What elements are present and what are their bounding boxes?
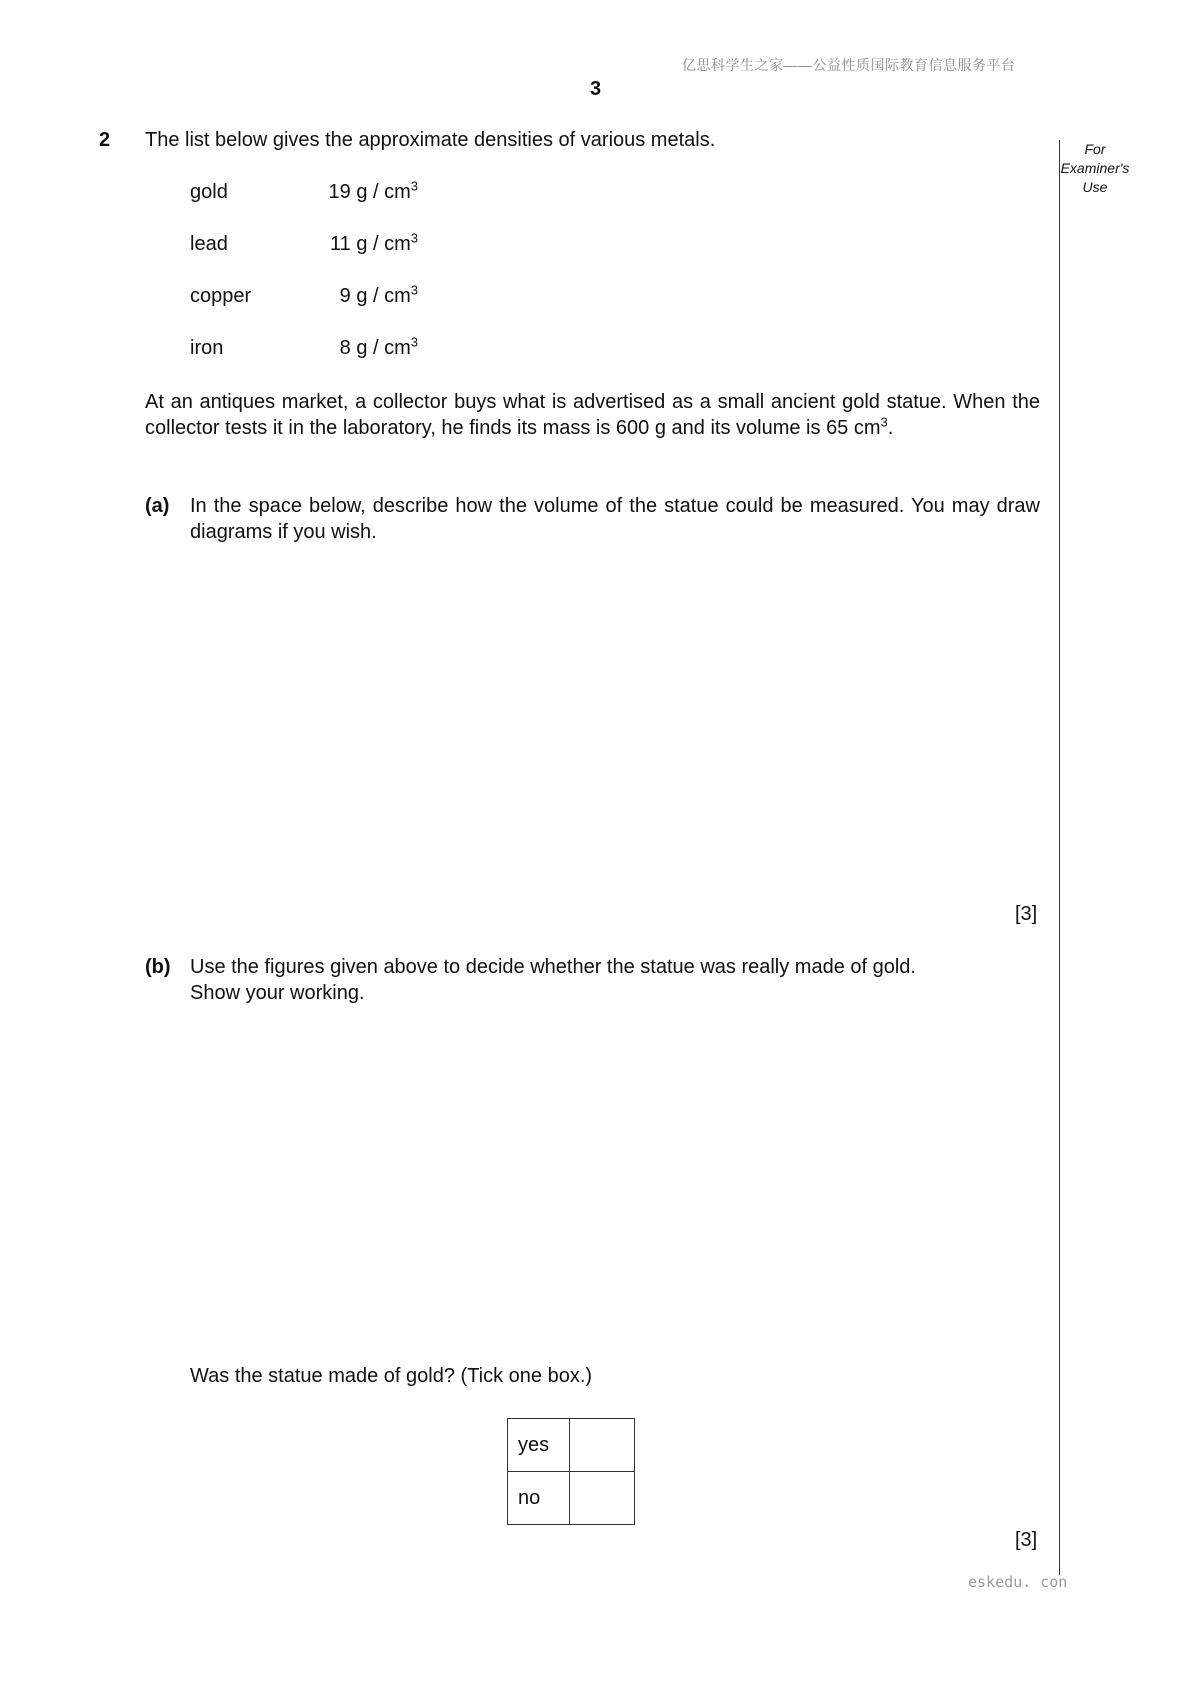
examiner-margin-line [1059,140,1060,1575]
metal-density-copper [300,283,418,309]
watermark-header: 亿思科学生之家——公益性质国际教育信息服务平台 [682,57,1016,73]
density-unit: g / cm [356,285,411,307]
part-b-label: (b) [145,956,171,978]
density-exponent: 3 [410,334,418,350]
tick-box-table [507,1418,635,1525]
metal-name-copper: copper [190,285,252,307]
density-exponent: 3 [410,282,418,298]
density-unit: g / cm [356,233,411,255]
metal-name-lead: lead [190,233,228,255]
option-yes-box[interactable] [570,1419,635,1472]
question-intro: The list below gives the approximate densities of various metals. [145,129,716,151]
scenario-end: . [887,417,894,439]
examiner-use-line3: Use [1082,179,1108,195]
density-unit: g / cm [356,337,411,359]
examiner-use-line1: For [1084,141,1106,157]
density-value: 19 [328,181,351,203]
option-yes-label: yes [508,1419,570,1472]
part-b-line2: Show your working. [190,982,365,1004]
scenario-volume: 65 cm [826,417,881,439]
part-a-answer-space[interactable] [145,560,1040,890]
metal-density-lead [300,231,418,257]
metal-density-iron [300,335,418,361]
scenario-paragraph [145,389,1040,441]
density-value: 11 [329,233,351,255]
option-no-label: no [508,1472,570,1525]
page-number: 3 [590,78,602,100]
part-b-working-space[interactable] [145,1020,1040,1340]
table-row [508,1419,635,1472]
scenario-exponent: 3 [880,414,888,430]
part-a-label: (a) [145,495,170,517]
footer-site: eskedu. con [968,1573,1068,1591]
part-b-marks: [3] [1015,1529,1038,1551]
density-exponent: 3 [410,178,418,194]
option-no-box[interactable] [570,1472,635,1525]
examiner-use-label [1050,140,1140,197]
question-number: 2 [99,129,111,151]
scenario-text: At an antiques market, a collector buys what is advertised as a small ancient gold statue. When the collector tests it in the laboratory, he finds its mass is 600 g and its volume is [145,391,1040,439]
density-value: 8 [339,337,351,359]
table-row [508,1472,635,1525]
metal-name-iron: iron [190,337,224,359]
metal-density-gold [300,179,418,205]
density-unit: g / cm [356,181,411,203]
metal-name-gold: gold [190,181,228,203]
part-b-line1: Use the figures given above to decide whether the statue was really made of gold. [190,956,916,978]
examiner-use-line2: Examiner's [1060,160,1130,176]
density-exponent: 3 [410,230,418,246]
part-b-prompt: Was the statue made of gold? (Tick one box.) [190,1365,593,1387]
density-value: 9 [339,285,351,307]
part-a-text: In the space below, describe how the volume of the statue could be measured. You may draw diagrams if you wish. [190,495,1040,543]
part-a-marks: [3] [1015,903,1038,925]
